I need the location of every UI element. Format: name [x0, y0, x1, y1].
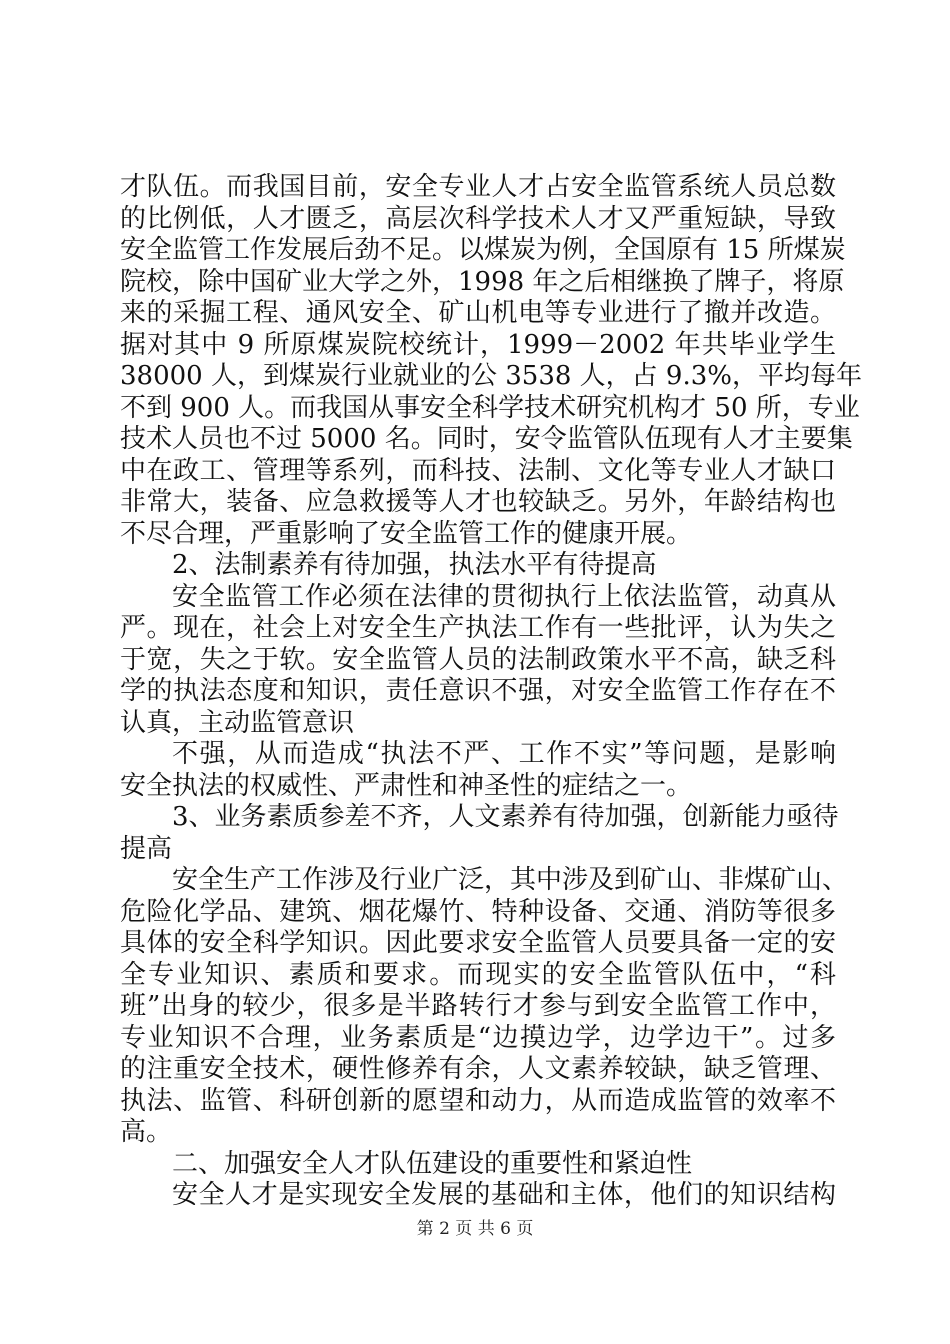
text-line: 的比例低，人才匮乏，高层次科学技术人才又严重短缺，导致: [120, 203, 836, 234]
section-heading: 提高: [120, 833, 173, 864]
text-line: 非常大，装备、应急救援等人才也较缺乏。另外，年龄结构也: [120, 487, 836, 517]
text-line: 全专业知识、素质和要求。而现实的安全监管队伍中，“科: [120, 959, 836, 990]
text-line: 安全监管工作发展后劲不足。以煤炭为例，全国原有 15 所煤炭: [120, 235, 846, 265]
text-line: 不到 900 人。而我国从事安全科学技术研究机构才 50 所，专业: [120, 392, 860, 423]
text-line: 安全监管工作必须在法律的贯彻执行上依法监管，动真从: [172, 581, 836, 612]
text-line: 执法、监管、科研创新的愿望和动力，从而造成监管的效率不: [120, 1085, 836, 1116]
text-line: 认真，主动监管意识: [120, 707, 355, 738]
text-line: 据对其中 9 所原煤炭院校统计，1999－2002 年共毕业学生: [120, 329, 836, 360]
text-line: 安全人才是实现安全发展的基础和主体，他们的知识结构: [172, 1180, 836, 1210]
text-line: 专业知识不合理，业务素质是“边摸边学，边学边干”。过多: [120, 1022, 836, 1053]
text-line: 38000 人，到煤炭行业就业的公 3538 人，占 9.3%，平均每年: [120, 361, 862, 391]
text-line: 危险化学品、建筑、烟花爆竹、特种设备、交通、消防等很多: [120, 896, 836, 927]
document-body: [120, 172, 862, 1212]
section-heading: 3、业务素质参差不齐，人文素养有待加强，创新能力亟待: [172, 802, 839, 832]
text-line: 中在政工、管理等系列，而科技、法制、文化等专业人才缺口: [120, 455, 836, 486]
section-heading: 二、加强安全人才队伍建设的重要性和紧迫性: [172, 1148, 693, 1179]
text-line: 于宽，失之于软。安全监管人员的法制政策水平不高，缺乏科: [120, 644, 836, 675]
text-line: 高。: [120, 1117, 173, 1147]
page-number-footer: 第 2 页 共 6 页: [416, 1219, 534, 1239]
text-line: 院校，除中国矿业大学之外，1998 年之后相继换了牌子，将原: [120, 266, 845, 297]
text-line: 才队伍。而我国目前，安全专业人才占安全监管系统人员总数: [120, 172, 836, 202]
text-line: 学的执法态度和知识，责任意识不强，对安全监管工作存在不: [120, 676, 836, 706]
text-line: 来的采掘工程、通风安全、矿山机电等专业进行了撤并改造。: [120, 298, 836, 328]
text-line: 技术人员也不过 5000 名。同时，安令监管队伍现有人才主要集: [120, 424, 853, 454]
text-line: 不尽合理，严重影响了安全监管工作的健康开展。: [120, 518, 693, 549]
section-heading: 2、法制素养有待加强，执法水平有待提高: [172, 550, 657, 580]
text-line: 不强，从而造成“执法不严、工作不实”等问题，是影响: [172, 739, 836, 769]
text-line: 安全执法的权威性、严肃性和神圣性的症结之一。: [120, 770, 693, 801]
text-line: 的注重安全技术，硬性修养有余，人文素养较缺，缺乏管理、: [120, 1054, 836, 1084]
text-line: 严。现在，社会上对安全生产执法工作有一些批评，认为失之: [120, 613, 836, 643]
text-line: 具体的安全科学知识。因此要求安全监管人员要具备一定的安: [120, 928, 836, 958]
text-line: 安全生产工作涉及行业广泛，其中涉及到矿山、非煤矿山、: [172, 865, 849, 895]
text-line: 班”出身的较少，很多是半路转行才参与到安全监管工作中，: [120, 991, 836, 1021]
